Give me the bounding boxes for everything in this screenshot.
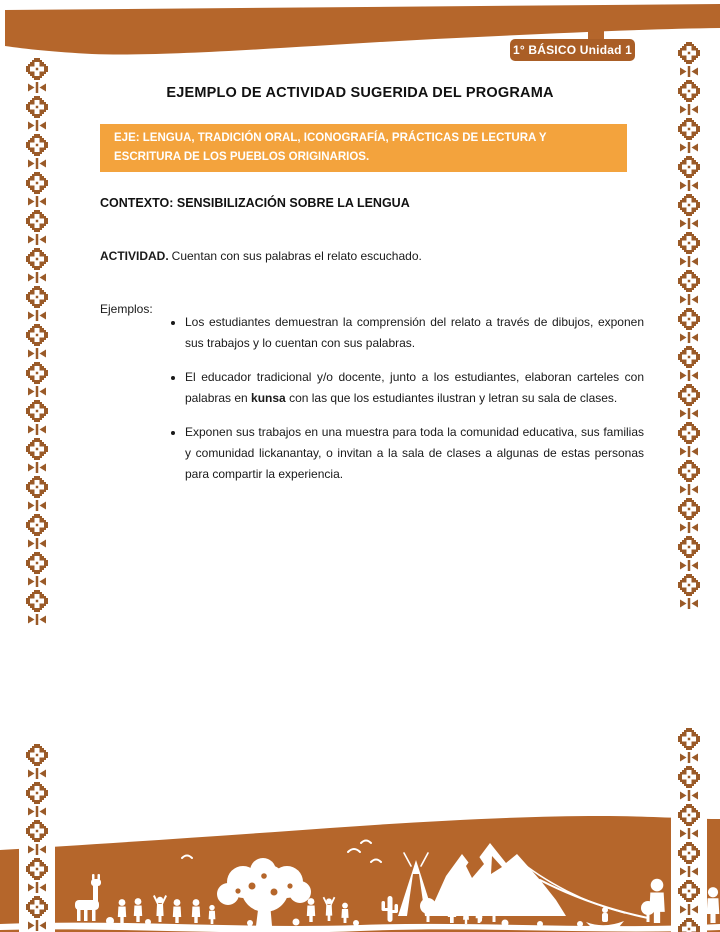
unit-badge [510,39,635,61]
bullet-item: • Exponen sus trabajos en una muestra para toda la comunidad educativa, sus familias y comunidad lickanantay, o invitan a la sala de clases a algunas de estas personas para compartir la experiencia. [185,422,644,485]
hill-silhouette [0,816,720,932]
actividad-text: Cuentan con sus palabras el relato escuchado. [171,249,422,263]
ejemplos-bullet-list [163,312,644,498]
actividad-label: ACTIVIDAD. [100,249,169,263]
left-border-ornament-bottom [25,744,49,932]
right-border-ornament-bottom [677,728,701,932]
contexto-heading: CONTEXTO: SENSIBILIZACIÓN SOBRE LA LENGUA [100,196,410,210]
right-border-ornament-top [677,42,701,612]
left-border-ornament-top [25,58,49,628]
eje-banner: EJE: LENGUA, TRADICIÓN ORAL, ICONOGRAFÍA, PRÁCTICAS DE LECTURA Y ESCRITURA DE LOS PUEBLOS ORIGINARIOS. [100,124,627,172]
page-title: EJEMPLO DE ACTIVIDAD SUGERIDA DEL PROGRAMA [166,85,554,101]
unit-badge-label: 1° BÁSICO Unidad 1 [512,43,633,57]
bullet-item: • El educador tradicional y/o docente, junto a los estudiantes, elaboran carteles con palabras en kunsa con las que los estudiantes ilustran y letran su sala de clases. [185,367,644,409]
footer-landscape-illustration [0,740,720,932]
ejemplos-label: Ejemplos: [100,302,153,316]
bullet-item: • Los estudiantes demuestran la comprensión del relato a través de dibujos, exponen sus trabajos y lo cuentan con sus palabras. [185,312,644,354]
actividad-line [100,249,620,263]
